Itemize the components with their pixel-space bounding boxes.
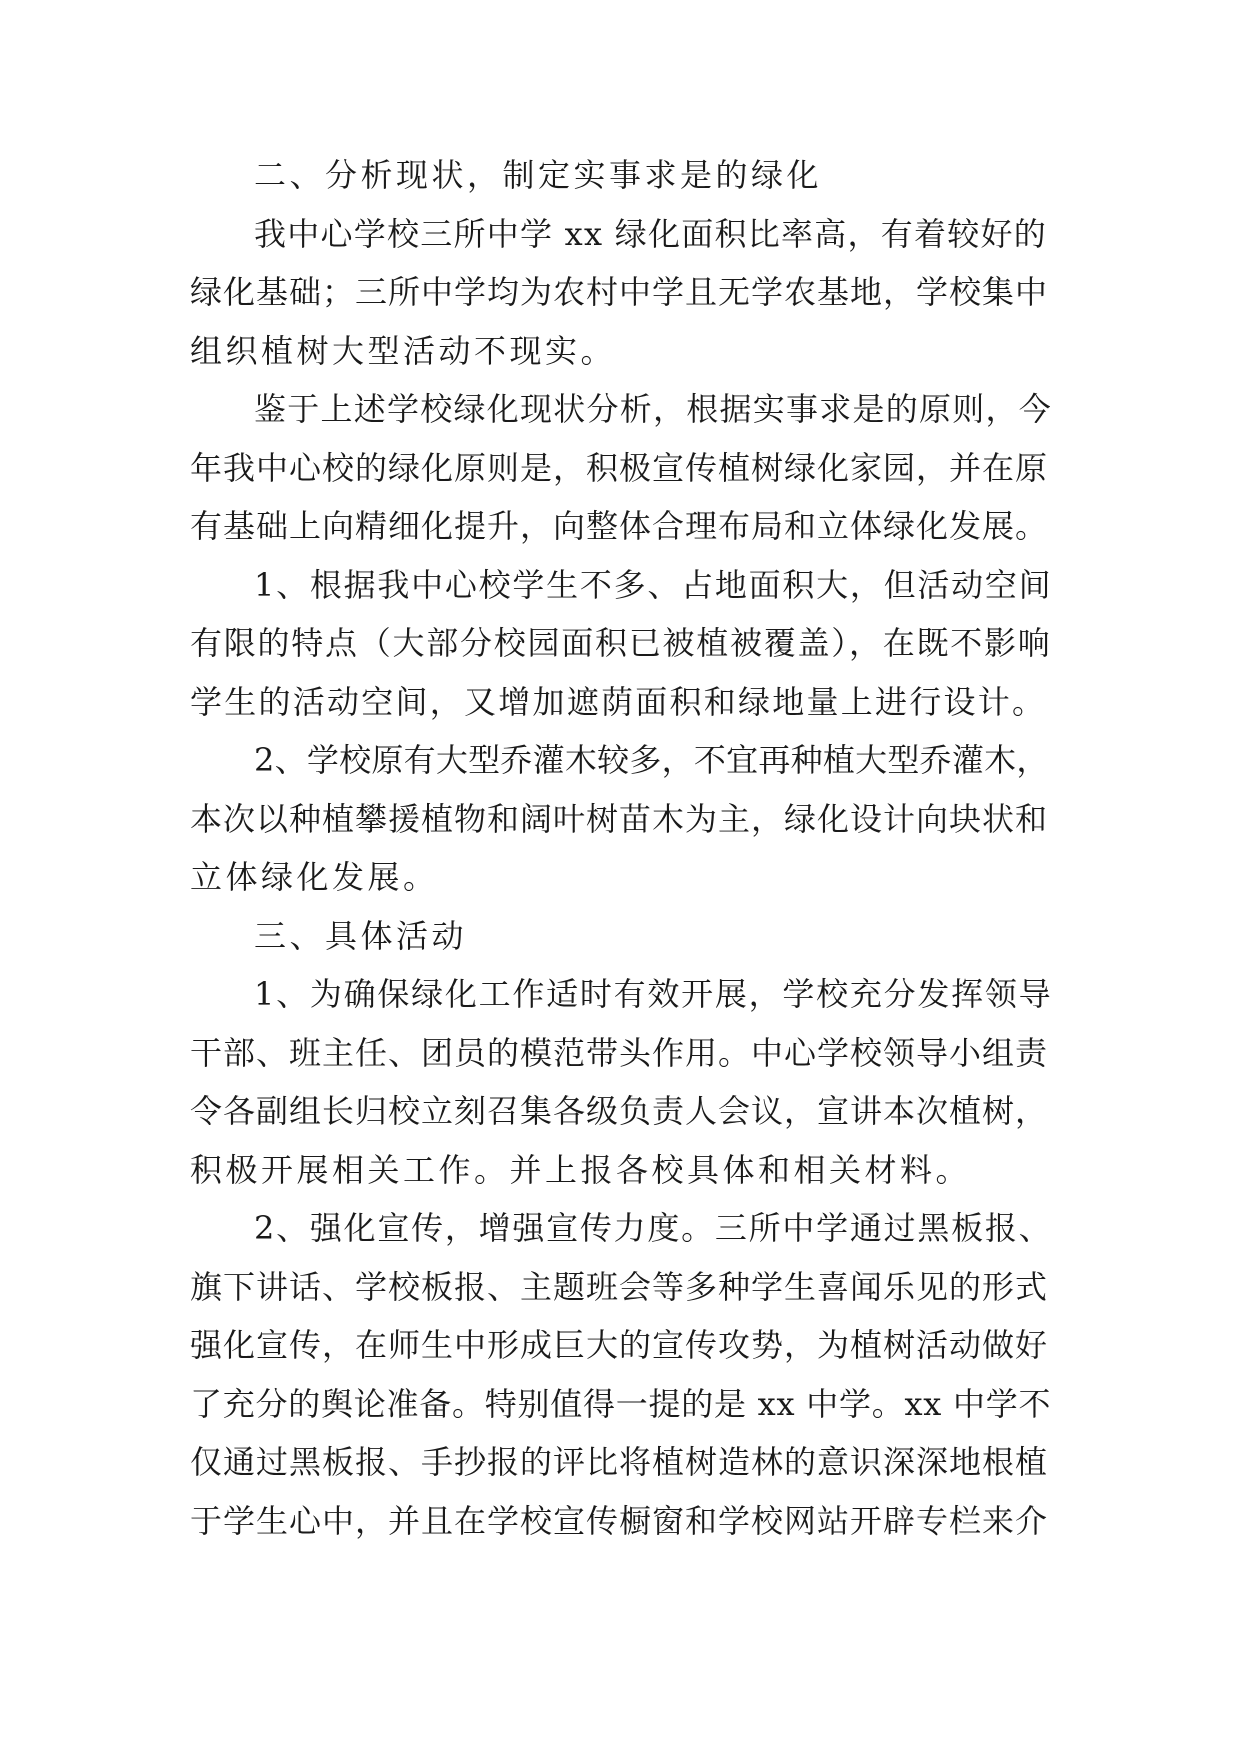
text-line: 2、学校原有大型乔灌木较多，不宜再种植大型乔灌木， xyxy=(254,741,1049,779)
text-line: 年我中心校的绿化原则是，积极宣传植树绿化家园，并在原 xyxy=(190,448,1049,487)
text-line: 1、为确保绿化工作适时有效开展，学校充分发挥领导 xyxy=(254,975,1053,1013)
text-line: 三、具体活动 xyxy=(254,916,468,955)
paragraph xyxy=(190,907,1052,966)
text-line: 强化宣传，在师生中形成巨大的宣传攻势，为植树活动做好 xyxy=(190,1326,1049,1364)
text-line: 绿化基础；三所中学均为农村中学且无学农基地，学校集中 xyxy=(190,273,1049,311)
text-line: 组织植树大型活动不现实。 xyxy=(190,331,617,370)
paragraph xyxy=(190,1199,1052,1550)
text-line: 2、强化宣传，增强宣传力度。三所中学通过黑板报、 xyxy=(254,1209,1053,1247)
text-line: 二、分析现状，制定实事求是的绿化 xyxy=(254,156,823,194)
paragraph xyxy=(190,731,1052,907)
text-line: 有限的特点（大部分校园面积已被植被覆盖），在既不影响 xyxy=(190,624,1052,662)
text-line: 干部、班主任、团员的模范带头作用。中心学校领导小组责 xyxy=(190,1033,1049,1072)
text-line: 学生的活动空间，又增加遮荫面积和绿地量上进行设计。 xyxy=(190,682,1047,721)
text-line: 鉴于上述学校绿化现状分析，根据实事求是的原则，今 xyxy=(254,390,1053,428)
text-line: 旗下讲话、学校板报、主题班会等多种学生喜闻乐见的形式 xyxy=(190,1267,1049,1306)
text-line: 有基础上向精细化提升，向整体合理布局和立体绿化发展。 xyxy=(190,507,1049,545)
text-line: 本次以种植攀援植物和阔叶树苗木为主，绿化设计向块状和 xyxy=(190,799,1049,838)
text-line: 立体绿化发展。 xyxy=(190,858,439,896)
text-line: 积极开展相关工作。并上报各校具体和相关材料。 xyxy=(190,1150,972,1189)
paragraph xyxy=(190,380,1052,556)
text-line: 于学生心中，并且在学校宣传橱窗和学校网站开辟专栏来介 xyxy=(190,1501,1049,1540)
paragraph xyxy=(190,965,1052,1199)
paragraph xyxy=(190,556,1052,732)
text-line: 1、根据我中心校学生不多、占地面积大，但活动空间 xyxy=(254,565,1053,604)
text-line: 我中心学校三所中学 xx 绿化面积比率高，有着较好的 xyxy=(254,214,1047,253)
paragraph xyxy=(190,205,1052,381)
text-line: 令各副组长归校立刻召集各级负责人会议，宣讲本次植树， xyxy=(190,1092,1049,1130)
text-line: 仅通过黑板报、手抄报的评比将植树造林的意识深深地根植 xyxy=(190,1443,1049,1481)
text-line: 了充分的舆论准备。特别值得一提的是 xx 中学。xx 中学不 xyxy=(190,1384,1052,1423)
paragraph xyxy=(190,146,1052,205)
document-body xyxy=(190,146,1052,1550)
